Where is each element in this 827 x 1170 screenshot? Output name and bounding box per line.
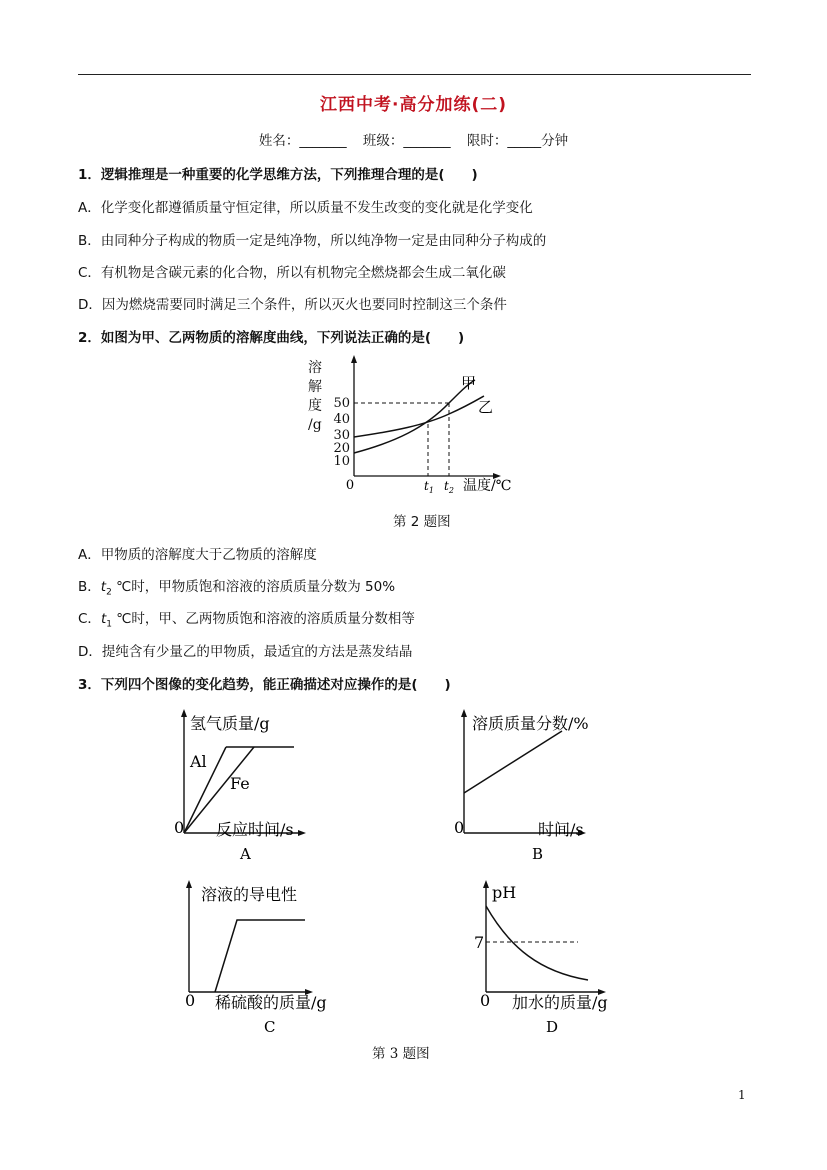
al-label: Al [190,752,207,771]
ylabel-char: 溶 [308,360,322,376]
student-info [0,129,827,149]
graph-a [170,705,340,865]
origin-label: 0 [174,818,185,837]
ylabel-char: 解 [308,379,322,395]
graph-label: B [532,845,544,863]
y-axis-label: 氢气质量/g [190,714,270,733]
trend-line [464,731,562,793]
time-limit-label: 限时：_____分钟 [466,133,569,149]
page-title: 江西中考·高分加练(二) [320,95,507,115]
origin-label: 0 [185,991,196,1010]
q3-stem: 3．下列四个图像的变化趋势，能正确描述对应操作的是( ) [78,677,451,693]
page-number: 1 [738,1088,746,1102]
ytick-label: 40 [333,412,350,427]
curve-jia [354,380,475,453]
q1-option-d: D．因为燃烧需要同时满足三个条件，所以灭火也要同时控制这三个条件 [78,297,507,313]
graph-label: D [546,1018,559,1036]
ytick-label: 30 [333,428,350,443]
curve-yi [354,396,484,437]
ph-curve [486,906,588,980]
q1-stem: 1．逻辑推理是一种重要的化学思维方法，下列推理合理的是( ) [78,167,478,183]
q2-option-d: D．提纯含有少量乙的甲物质，最适宜的方法是蒸发结晶 [78,644,413,660]
ytick-label: 10 [333,454,350,469]
y-axis-arrow [351,355,357,363]
t2-label: $t_2$ [444,479,454,495]
x-axis-label: 反应时间/s [216,820,294,839]
origin-label: 0 [480,991,491,1010]
curve-jia-label: 甲 [461,374,477,392]
solubility-curve-figure [300,352,540,502]
graph-label: C [264,1018,276,1036]
name-field-label: 姓名：_______ [258,133,347,149]
ytick-label: 50 [333,396,350,411]
graph-c [175,876,360,1036]
x-axis-arrow [298,830,306,836]
curve-yi-label: 乙 [478,398,494,416]
origin-label: 0 [454,818,465,837]
x-axis-label: 稀硫酸的质量/g [215,993,327,1012]
graph-b [450,705,625,865]
y-axis-arrow [461,709,467,717]
x-axis-label: 加水的质量/g [512,993,608,1012]
q3-figure-caption: 第 3 题图 [372,1046,430,1062]
x-axis-label: 时间/s [538,820,584,839]
q1-option-c: C．有机物是含碳元素的化合物，所以有机物完全燃烧都会生成二氧化碳 [78,265,506,281]
class-field-label: 班级：_______ [362,133,451,149]
ytick-label: 20 [333,441,350,456]
q2-stem: 2．如图为甲、乙两物质的溶解度曲线，下列说法正确的是( ) [78,330,465,346]
conductivity-line [215,920,305,992]
y-axis-label: 溶液的导电性 [201,885,298,904]
fe-label: Fe [230,774,250,793]
x-axis-label: 温度/℃ [463,478,512,494]
graph-d [470,876,640,1036]
q2-figure-caption: 第 2 题图 [393,514,451,530]
q1-option-a: A．化学变化都遵循质量守恒定律，所以质量不发生改变的变化就是化学变化 [78,200,533,216]
q2-option-b: B．$t_2$ ℃时，甲物质饱和溶液的溶质质量分数为 50% [78,579,396,598]
y-axis-label: 溶质质量分数/% [472,714,589,733]
q1-option-b: B．由同种分子构成的物质一定是纯净物，所以纯净物一定是由同种分子构成的 [78,233,547,249]
q2-option-c: C．$t_1$ ℃时，甲、乙两物质饱和溶液的溶质质量分数相等 [78,611,415,630]
ylabel-char: /g [308,417,322,433]
graph-label: A [240,845,251,863]
y-axis-label: pH [492,883,517,902]
ylabel-char: 度 [308,398,322,414]
q2-option-a: A．甲物质的溶解度大于乙物质的溶解度 [78,547,317,563]
y-axis-arrow [483,880,489,888]
y-axis-arrow [186,880,192,888]
origin-label: 0 [345,478,355,493]
y-axis-arrow [181,709,187,717]
header-rule [78,74,751,75]
ph7-label: 7 [474,933,485,952]
t1-label: $t_1$ [424,479,434,495]
